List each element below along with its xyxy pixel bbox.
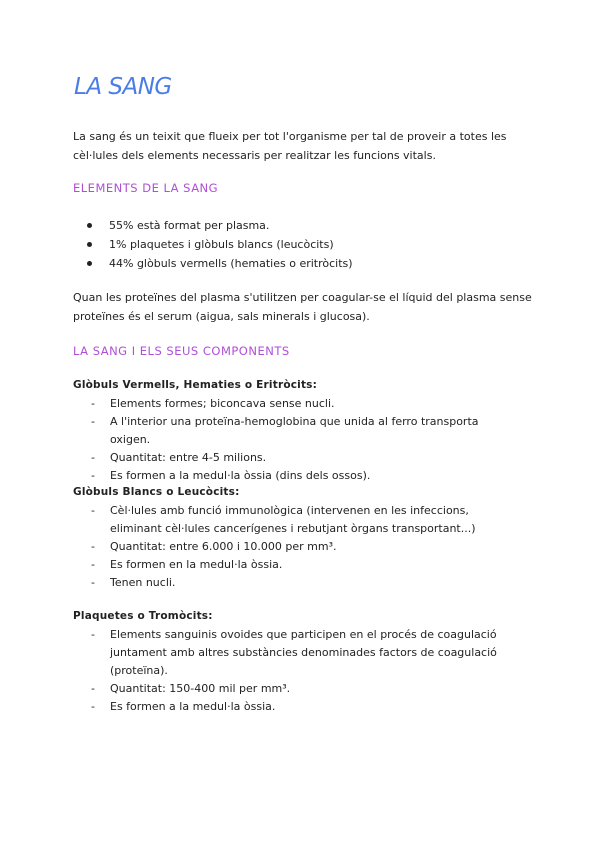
list-item: - Tenen nucli. <box>91 574 521 592</box>
list-item: - Quantitat: entre 4-5 milions. <box>91 449 521 467</box>
dash-marker-icon: - <box>91 540 95 553</box>
dash-marker-icon: - <box>91 397 95 410</box>
list-item: - Es formen a la medul·la òssia. <box>91 698 521 716</box>
dash-marker-icon: - <box>91 558 95 571</box>
group-title-platelets: Plaquetes o Tromòcits: <box>73 610 213 622</box>
list-item: 55% està format per plasma. <box>87 216 353 235</box>
dash-marker-icon: - <box>91 469 95 482</box>
dash-marker-icon: - <box>91 504 95 517</box>
intro-paragraph: La sang és un teixit que flueix per tot l'organisme per tal de proveir a totes les cèl·lules dels elements necessaris per realitzar les funcions vitals. <box>73 130 507 162</box>
dash-marker-icon: - <box>91 576 95 589</box>
list-item: 44% glòbuls vermells (hematies o eritròcits) <box>87 254 353 273</box>
white-cells-list <box>91 502 521 592</box>
section-heading-elements: ELEMENTS DE LA SANG <box>73 181 219 195</box>
red-cells-list <box>91 395 521 485</box>
dash-marker-icon: - <box>91 700 95 713</box>
list-item: - Elements sanguinis ovoides que participen en el procés de coagulació juntament amb altres substàncies denominades factors de coagulació (proteïna). <box>91 628 497 677</box>
dash-marker-icon: - <box>91 415 95 428</box>
list-item: - Es formen a la medul·la òssia (dins dels ossos). <box>91 467 521 485</box>
group-title-red-cells: Glòbuls Vermells, Hematies o Eritròcits: <box>73 379 318 391</box>
list-item: - A l'interior una proteïna-hemoglobina que unida al ferro transporta oxigen. <box>91 415 479 446</box>
list-item: - Cèl·lules amb funció immunològica (intervenen en les infeccions, eliminant cèl·lules cancerígenes i rebutjant òrgans transportant...) <box>91 504 476 535</box>
dash-marker-icon: - <box>91 451 95 464</box>
page-title: LA SANG <box>74 74 172 100</box>
group-title-white-cells: Glòbuls Blancs o Leucòcits: <box>73 486 240 498</box>
serum-paragraph: Quan les proteïnes del plasma s'utilitzen per coagular-se el líquid del plasma sense proteïnes és el serum (aigua, sals minerals i glucosa). <box>73 291 532 323</box>
dash-marker-icon: - <box>91 628 95 641</box>
list-item: - Quantitat: entre 6.000 i 10.000 per mm³. <box>91 538 521 556</box>
list-item: - Es formen en la medul·la òssia. <box>91 556 521 574</box>
bullet-dot-icon <box>87 261 92 266</box>
bullet-dot-icon <box>87 242 92 247</box>
list-item: - Quantitat: 150-400 mil per mm³. <box>91 680 521 698</box>
list-item: 1% plaquetes i glòbuls blancs (leucòcits) <box>87 235 353 254</box>
dash-marker-icon: - <box>91 682 95 695</box>
elements-bullet-list <box>87 216 353 273</box>
section-heading-components: LA SANG I ELS SEUS COMPONENTS <box>73 344 290 358</box>
list-item: - Elements formes; biconcava sense nucli. <box>91 395 521 413</box>
platelets-list <box>91 626 521 716</box>
bullet-dot-icon <box>87 223 92 228</box>
